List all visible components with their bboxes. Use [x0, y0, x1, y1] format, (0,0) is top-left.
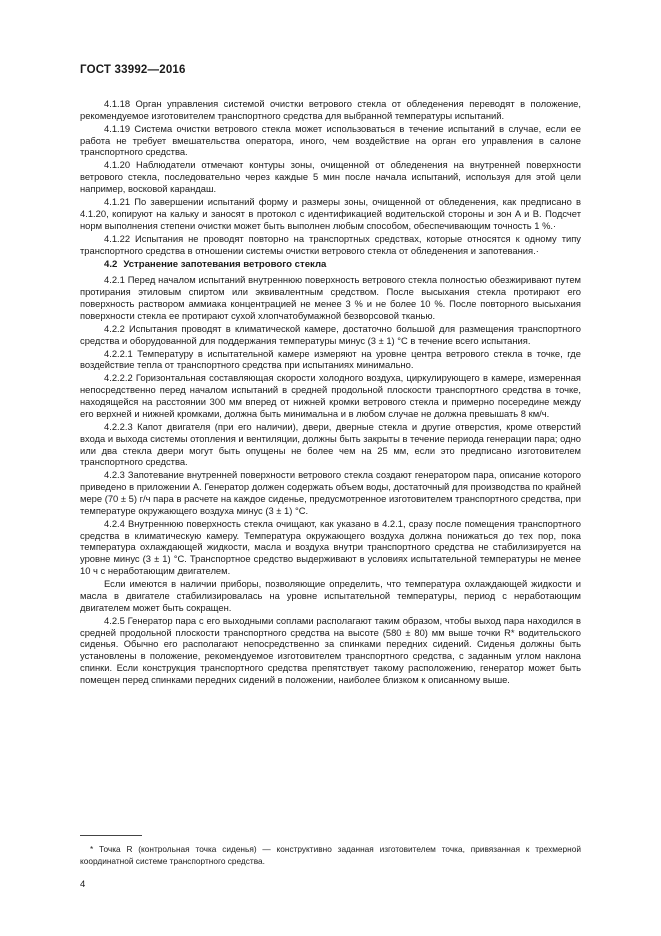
footnote-divider — [80, 835, 142, 836]
paragraph-4-2-5: 4.2.5 Генератор пара с его выходными соплами располагают таким образом, чтобы выход пара находился в средней продольной плоскости транспортного средства на высоте (580 ± 80) мм выше точки R* водительского сиденья. Обычно его располагают непосредственно за спинками передних сидений. Сиденья должны быть установлены в положение, рекомендуемое изготовителем транспортного средства, с заданным углом наклона спинки. Если конструкция транспортного средства препятствует такому расположению, генератор может быть помещен перед спинками передних сидений в положении, наиболее близком к описанному выше. — [80, 614, 581, 685]
footnote: * Точка R (контрольная точка сиденья) — конструктивно заданная изготовителем точка, привязанная к трехмерной координатной системе транспортного средства. — [80, 844, 581, 866]
paragraph-4-1-18: 4.1.18 Орган управления системой очистки ветрового стекла от обледенения переводят в положение, рекомендуемое изготовителем транспортного средства для выбранной температуры испытаний. — [80, 98, 581, 121]
page-content — [80, 98, 581, 687]
paragraph-4-1-20: 4.1.20 Наблюдатели отмечают контуры зоны, очищенной от обледенения на внутренней поверхности ветрового стекла, последовательно через каждые 5 мин после начала испытаний, используя для этой цели например, восковой карандаш. — [80, 159, 581, 195]
section-number: 4.2 — [104, 259, 118, 271]
paragraph-4-2-2: 4.2.2 Испытания проводят в климатической камере, достаточно большой для размещения транспортного средства и оборудованной для поддержания температуры минус (3 ± 1) °С в течение всего испытания. — [80, 322, 581, 346]
paragraph-4-2-1: 4.2.1 Перед началом испытаний внутреннюю поверхность ветрового стекла полностью обезжиривают путем протирания этиловым спиртом или эквивалентным средством. После высыхания стекла протирают его поверхность раствором аммиака концентрацией не менее 3 % и не более 10 %. После повторного высыхания поверхности стекла ее протирают сухой хлопчатобумажной безворсовой тканью. — [80, 274, 581, 321]
paragraph-4-2-3: 4.2.3 Запотевание внутренней поверхности ветрового стекла создают генератором пара, описание которого приведено в приложении А. Генератор должен содержать объем воды, достаточный для производства по крайней мере (70 ± 5) г/ч пара в расчете на каждое сиденье, предусмотренное изготовителем транспортного средства, при температуре окружающего воздуха минус (3 ± 1) °С. — [80, 469, 581, 516]
page-header: ГОСТ 33992—2016 — [80, 64, 186, 76]
section-heading — [80, 259, 581, 271]
paragraph-4-2-2-1: 4.2.2.1 Температуру в испытательной камере измеряют на уровне центра ветрового стекла в точке, где воздействие тепла от транспортного средства при испытаниях минимально. — [80, 347, 581, 371]
section-title: Устранение запотевания ветрового стекла — [123, 259, 327, 271]
paragraph-4-2-4: 4.2.4 Внутреннюю поверхность стекла очищают, как указано в 4.2.1, сразу после помещения транспортного средства в климатическую камеру. Температура окружающего воздуха должна понижаться до тех пор, пока температура охлаждающей жидкости, масла и воздуха внутри транспортного средства не стабилизируется на уровне минус (3 ± 1) °С. Транспортное средство выдерживают в условиях испытательной температуры не менее 10 ч с неработающим двигателем. — [80, 517, 581, 577]
page-number: 4 — [80, 879, 86, 890]
paragraph-4-2-2-2: 4.2.2.2 Горизонтальная составляющая скорости холодного воздуха, циркулирующего в камере, измеренная непосредственно перед началом испытаний в средней продольной плоскости транспортного средства в точке, находящейся на расстоянии 300 мм вперед от нижней кромки ветрового стекла и примерно посередине между его верхней и нижней кромками, должна быть минимальна и в любом случае не должна превышать 8 км/ч. — [80, 372, 581, 419]
paragraph-4-1-22: 4.1.22 Испытания не проводят повторно на транспортных средствах, которые относятся к одному типу транспортного средства в отношении системы очистки ветрового стекла от обледенения и запотевания.· — [80, 232, 581, 256]
paragraph-4-1-21: 4.1.21 По завершении испытаний форму и размеры зоны, очищенной от обледенения, как предписано в 4.1.20, копируют на кальку и заносят в протокол с идентификацией водительской стороны и зон A и B. Подсчет норм выполнения степени очистки может быть выполнен любым способом, обеспечивающим точность 1 %.· — [80, 196, 581, 231]
paragraph-4-2-4-continued: Если имеются в наличии приборы, позволяющие определить, что температура охлаждающей жидкости и масла в двигателе стабилизировалась на уровне испытательной температуры, период с неработающим двигателем может быть сокращен. — [80, 578, 581, 613]
paragraph-4-1-19: 4.1.19 Система очистки ветрового стекла может использоваться в течение испытаний в случае, если ее работа не требует вмешательства оператора, иного, чем воздействие на орган его управления в салоне транспортного средства. — [80, 122, 581, 158]
paragraph-4-2-2-3: 4.2.2.3 Капот двигателя (при его наличии), двери, дверные стекла и другие отверстия, кроме отверстий входа и выхода системы отопления и вентиляции, должны быть закрыты в течение периода генерации пара; одно или два стекла двери могут быть опущены не более чем на 25 мм, если это предписано изготовителем транспортного средства. — [80, 420, 581, 468]
